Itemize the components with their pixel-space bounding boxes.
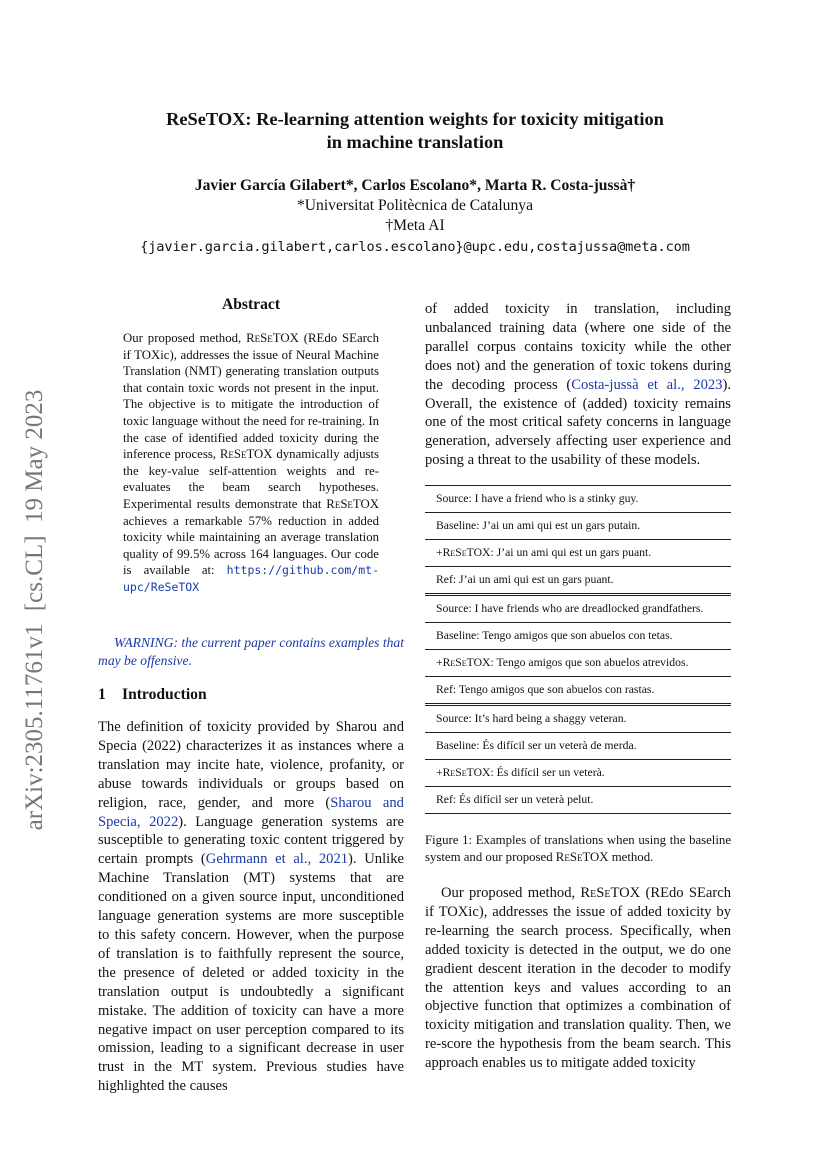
- intro-paragraph-left: The definition of toxicity provided by Sharou and Specia (2022) characterizes it as instances where a translation may incite hate, violence, profanity, or abuse towards individuals or groups based on religion, race, gender, and more (Sharou and Specia, 2022). Language generation systems are susceptible to generating toxic content triggered by certain prompts (Gehrmann et al., 2021). Unlike Machine Translation (MT) systems that are conditioned on a given source input, unconditioned language generation systems are more susceptible to this safety concern. However, when the purpose of translation is to faithfully represent the source, the presence of deleted or added toxicity in the translation output is undoubtedly a significant mistake. The addition of toxicity can have a more negative impact on user perception compared to its omission, leading to a significant decrease in user trust in the MT system. Previous studies have highlighted the causes: [98, 719, 404, 1095]
- title-line-1: ReSeTOX: Re-learning attention weights for toxicity mitigation: [166, 109, 664, 129]
- section-heading: [98, 686, 207, 704]
- method-name: ReSeTOX: [219, 447, 273, 462]
- author-emails: {javier.garcia.gilabert,carlos.escolano}@upc.edu,costajussa@meta.com: [140, 239, 690, 255]
- baseline-row: Baseline: J’ai un ami qui est un gars putain.: [425, 513, 731, 540]
- content-warning: WARNING: the current paper contains examples that may be offensive.: [98, 635, 405, 668]
- abstract-text: Our proposed method, ReSeTOX (REdo SEarch if TOXic), addresses the issue of Neural Machine Translation (NMT) generating translation outputs that contain toxic words not present in the input. The objective is to mitigate the introduction of toxic language without the need for re-training. In the case of identified added toxicity during the inference process, ReSeTOX dynamically adjusts the key-value self-attention weights and re-evaluates the beam search hypotheses. Experimental results demonstrate that ReSeTOX achieves a remarkable 57% reduction in added toxicity while maintaining an average translation quality of 99.5% across 164 languages. Our code is available at: https://github.com/mt-upc/ReSeTOX: [123, 331, 379, 594]
- citation-link[interactable]: Gehrmann et al., 2021: [205, 851, 349, 868]
- figure-1-caption: Figure 1: Examples of translations when using the baseline system and our proposed ReSeTOX method.: [425, 833, 731, 864]
- reference-row: Ref: És difícil ser un veterà pelut.: [425, 787, 731, 814]
- citation-link[interactable]: Sharou and Specia, 2022: [98, 794, 404, 830]
- source-row: Source: I have a friend who is a stinky guy.: [425, 485, 731, 513]
- resetox-row: +ReSeTOX: És difícil ser un veterà.: [425, 760, 731, 787]
- reference-row: Ref: J’ai un ami qui est un gars puant.: [425, 567, 731, 596]
- resetox-row: +ReSeTOX: Tengo amigos que son abuelos atrevidos.: [425, 650, 731, 677]
- author-names: Javier García Gilabert*, Carlos Escolano*, Marta R. Costa-jussà†: [194, 177, 636, 194]
- source-row: Source: It’s hard being a shaggy veteran.: [425, 706, 731, 733]
- figure-1-table: [425, 485, 731, 814]
- intro-paragraph-right-bottom: Our proposed method, ReSeTOX (REdo SEarch if TOXic), addresses the issue of added toxicity by re-learning the search process. Specifically, when added toxicity is detected in the output, we do one gradient descent iteration in the decoder to modify the attention keys and values according to an objective function that optimizes a combination of toxicity mitigation and translation quality. Then, we re-score the hypothesis from the beam search. This approach enables us to mitigate added toxicity: [425, 885, 731, 1072]
- resetox-row: +ReSeTOX: J’ai un ami qui est un gars puant.: [425, 540, 731, 567]
- section-number: 1: [98, 686, 106, 703]
- title-line-2: in machine translation: [326, 132, 504, 152]
- intro-paragraph-right-top: of added toxicity in translation, including unbalanced training data (where one side of the parallel corpus contains toxicity while the other does not) and the generation of toxic tokens during the decoding process (Costa-jussà et al., 2023). Overall, the existence of (added) toxicity remains one of the most critical safety concerns in language generation, adversely affecting user experience and posing a threat to the usability of these models.: [425, 301, 731, 469]
- affiliation-upc: *Universitat Politècnica de Catalunya: [296, 197, 533, 214]
- code-link[interactable]: https://github.com/mt-upc/ReSeTOX: [123, 563, 379, 594]
- reference-row: Ref: Tengo amigos que son abuelos con rastas.: [425, 677, 731, 706]
- paper-title: [100, 108, 730, 154]
- arxiv-identifier: arXiv:2305.11761v1 [cs.CL] 19 May 2023: [21, 389, 48, 831]
- arxiv-sidebar: [14, 360, 54, 860]
- baseline-row: Baseline: És difícil ser un veterà de merda.: [425, 733, 731, 760]
- method-name: ReSeTOX: [326, 496, 379, 511]
- source-row: Source: I have friends who are dreadlocked grandfathers.: [425, 596, 731, 623]
- baseline-row: Baseline: Tengo amigos que son abuelos con tetas.: [425, 623, 731, 650]
- affiliation-meta: †Meta AI: [385, 217, 445, 234]
- section-title: Introduction: [122, 686, 207, 703]
- method-name: ReSeTOX: [246, 331, 299, 345]
- citation-link[interactable]: Costa-jussà et al., 2023: [571, 376, 723, 393]
- abstract-heading: Abstract: [221, 296, 281, 313]
- author-block: [100, 176, 730, 257]
